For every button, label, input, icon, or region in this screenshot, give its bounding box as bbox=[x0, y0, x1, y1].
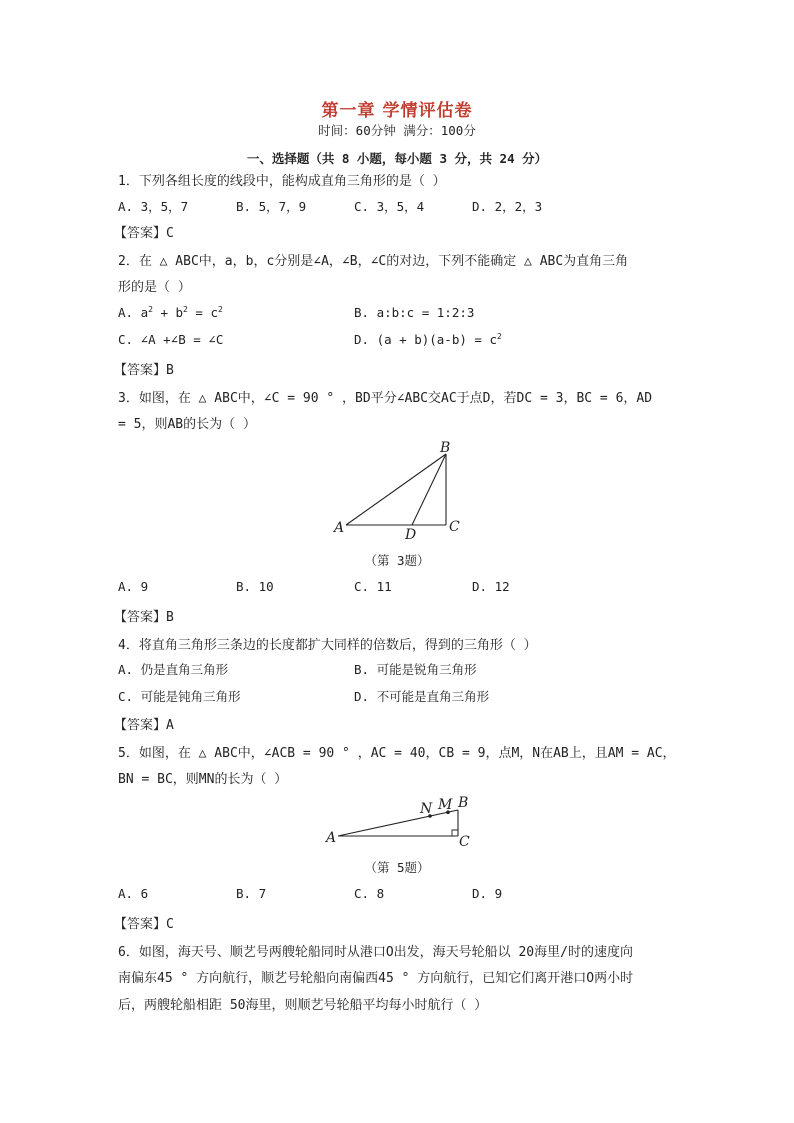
question-3-answer: 【答案】B bbox=[114, 610, 174, 625]
question-1-option-b: B. 5，7，9 bbox=[236, 199, 307, 214]
superscript-2: 2 bbox=[183, 304, 188, 314]
question-1-answer: 【答案】C bbox=[114, 226, 174, 241]
question-1-option-c: C. 3，5，4 bbox=[354, 199, 425, 214]
superscript-2: 2 bbox=[148, 304, 153, 314]
question-5-option-a: A. 6 bbox=[118, 886, 149, 901]
label-m: M bbox=[438, 797, 453, 813]
question-3-option-a: A. 9 bbox=[118, 579, 149, 594]
label-c: C bbox=[459, 834, 470, 850]
label-d: D bbox=[405, 527, 417, 542]
section-heading: 一、选择题（共 8 小题，每小题 3 分，共 24 分） bbox=[246, 151, 548, 166]
label-n: N bbox=[420, 801, 433, 817]
label-a: A bbox=[334, 520, 345, 536]
question-2-option-b: B. a:b:c = 1:2:3 bbox=[354, 305, 475, 320]
question-3-stem-line-2: = 5，则AB的长为（ ） bbox=[118, 417, 256, 432]
question-4-option-d: D. 不可能是直角三角形 bbox=[354, 689, 490, 704]
question-4-answer: 【答案】A bbox=[114, 718, 174, 733]
question-5-option-b: B. 7 bbox=[236, 886, 267, 901]
superscript-2: 2 bbox=[217, 304, 223, 314]
label-b: B bbox=[458, 795, 469, 811]
question-2-stem-line-1: 2．在 △ ABC中，a，b，c分别是∠A，∠B，∠C的对边，下列不能确定 △ ABC为直角三角 bbox=[118, 254, 629, 269]
question-2-option-d bbox=[354, 332, 502, 347]
superscript-2: 2 bbox=[497, 331, 502, 341]
question-5-option-d: D. 9 bbox=[472, 886, 503, 901]
question-3-option-c: C. 11 bbox=[354, 579, 392, 594]
figure-5-caption: （第 5题） bbox=[364, 860, 430, 875]
question-2-option-c: C. ∠A +∠B = ∠C bbox=[118, 332, 224, 347]
question-3-stem-line-1: 3．如图，在 △ ABC中，∠C = 90 ° ，BD平分∠ABC交AC于点D，若DC = 3，BC = 6，AD bbox=[118, 391, 653, 406]
right-angle-mark bbox=[452, 830, 458, 836]
question-4-option-c: C. 可能是钝角三角形 bbox=[118, 689, 241, 704]
question-4-option-b: B. 可能是锐角三角形 bbox=[354, 662, 477, 677]
question-2-stem-line-2: 形的是（ ） bbox=[118, 280, 191, 295]
option-a-text-1: A. a bbox=[118, 305, 149, 320]
question-4-option-a: A. 仍是直角三角形 bbox=[118, 662, 229, 677]
page-title: 第一章 学情评估卷 bbox=[321, 101, 473, 121]
question-5-stem-line-1: 5．如图，在 △ ABC中，∠ACB = 90 ° ，AC = 40，CB = 9，点M，N在AB上，且AM = AC， bbox=[118, 746, 676, 761]
question-3-option-d: D. 12 bbox=[472, 579, 510, 594]
option-a-text-2: + b bbox=[152, 305, 184, 320]
question-6-stem-line-3: 后，两艘轮船相距 50海里，则顺艺号轮船平均每小时航行（ ） bbox=[118, 998, 488, 1013]
question-1-option-d: D. 2，2，3 bbox=[472, 199, 543, 214]
question-4-stem: 4．将直角三角形三条边的长度都扩大同样的倍数后，得到的三角形（ ） bbox=[118, 638, 537, 653]
question-1-option-a: A. 3，5，7 bbox=[118, 199, 189, 214]
question-2-option-a bbox=[118, 305, 223, 320]
option-d-text: D. (a + b)(a-b) = c bbox=[354, 332, 497, 347]
question-2-answer: 【答案】B bbox=[114, 363, 174, 378]
triangle-abc-figure-q3 bbox=[330, 436, 470, 542]
segment-bd bbox=[412, 454, 446, 525]
label-b: B bbox=[440, 440, 451, 456]
segment-ab bbox=[338, 810, 458, 836]
question-1-stem: 1．下列各组长度的线段中，能构成直角三角形的是（ ） bbox=[118, 174, 446, 189]
question-6-stem-line-1: 6．如图，海天号、顺艺号两艘轮船同时从港口O出发，海天号轮船以 20海里/时的速度向 bbox=[118, 945, 633, 960]
triangle-abc-figure-q5 bbox=[322, 790, 482, 850]
label-a: A bbox=[326, 830, 337, 846]
segment-ab bbox=[346, 454, 446, 525]
question-5-option-c: C. 8 bbox=[354, 886, 385, 901]
question-5-answer: 【答案】C bbox=[114, 917, 174, 932]
figure-3-caption: （第 3题） bbox=[364, 553, 430, 568]
question-3-option-b: B. 10 bbox=[236, 579, 274, 594]
question-5-stem-line-2: BN = BC，则MN的长为（ ） bbox=[118, 772, 288, 787]
label-c: C bbox=[449, 519, 460, 535]
question-6-stem-line-2: 南偏东45 ° 方向航行，顺艺号轮船向南偏西45 ° 方向航行，已知它们离开港口O两小时 bbox=[118, 971, 634, 986]
option-a-text-3: = c bbox=[187, 305, 218, 320]
exam-info: 时间：60分钟 满分：100分 bbox=[318, 123, 476, 138]
